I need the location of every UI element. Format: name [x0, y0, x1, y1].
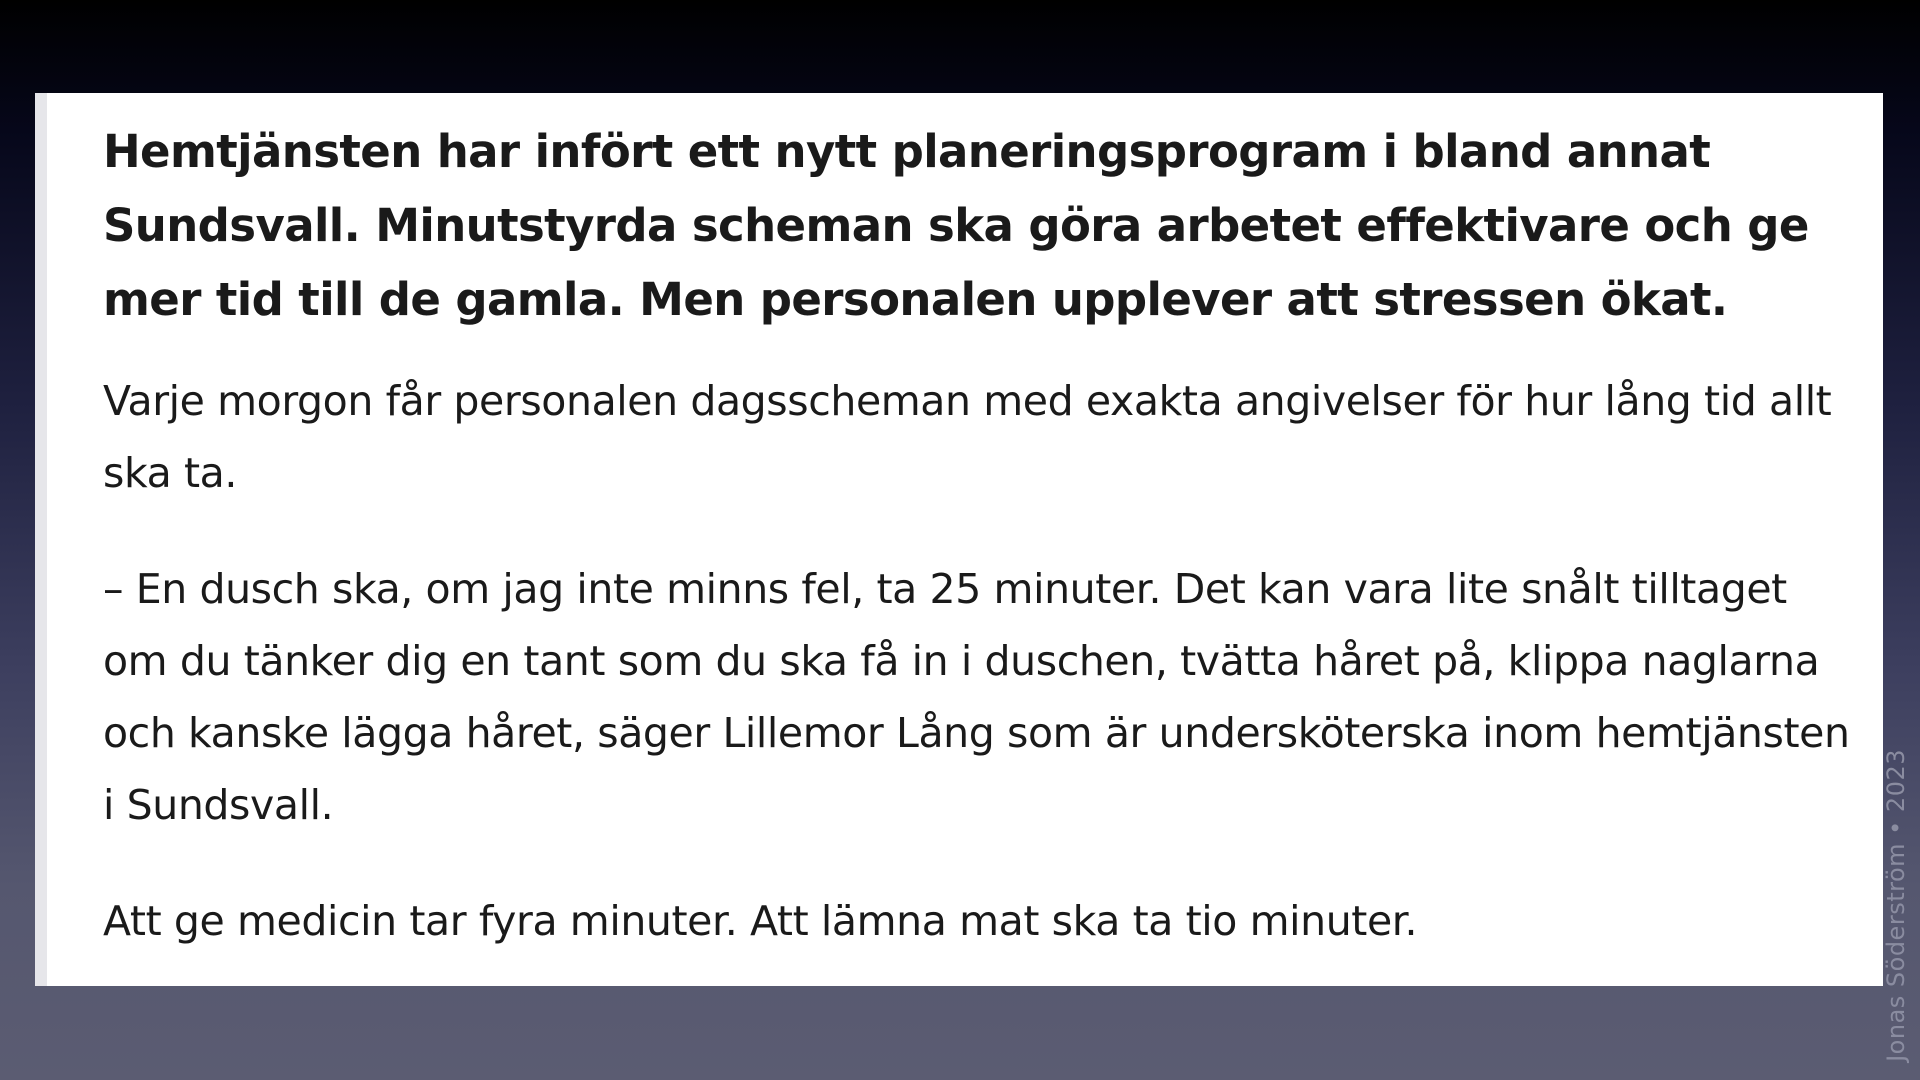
- card-left-edge: [35, 93, 47, 986]
- article-paragraph: – En dusch ska, om jag inte minns fel, ta 25 minuter. Det kan vara lite snålt tilltaget om du tänker dig en tant som du ska få in i duschen, tvätta håret på, klippa naglarna och kanske lägga håret, säger Lillemor Lång som är undersköterska inom hemtjänsten i Sundsvall.: [103, 565, 1850, 829]
- article-paragraph: Varje morgon får personalen dagsscheman med exakta angivelser för hur lång tid allt ska ta.: [103, 377, 1832, 497]
- article-paragraph: Att ge medicin tar fyra minuter. Att lämna mat ska ta tio minuter.: [103, 897, 1418, 945]
- author-watermark: Jonas Söderström • 2023: [1882, 749, 1910, 1062]
- article-lead: Hemtjänsten har infört ett nytt planeringsprogram i bland annat Sundsvall. Minutstyrda scheman ska göra arbetet effektivare och ge mer tid till de gamla. Men personalen upplever att stressen ökat.: [103, 125, 1809, 326]
- article-card: [35, 93, 1883, 986]
- article-body: [103, 115, 1863, 986]
